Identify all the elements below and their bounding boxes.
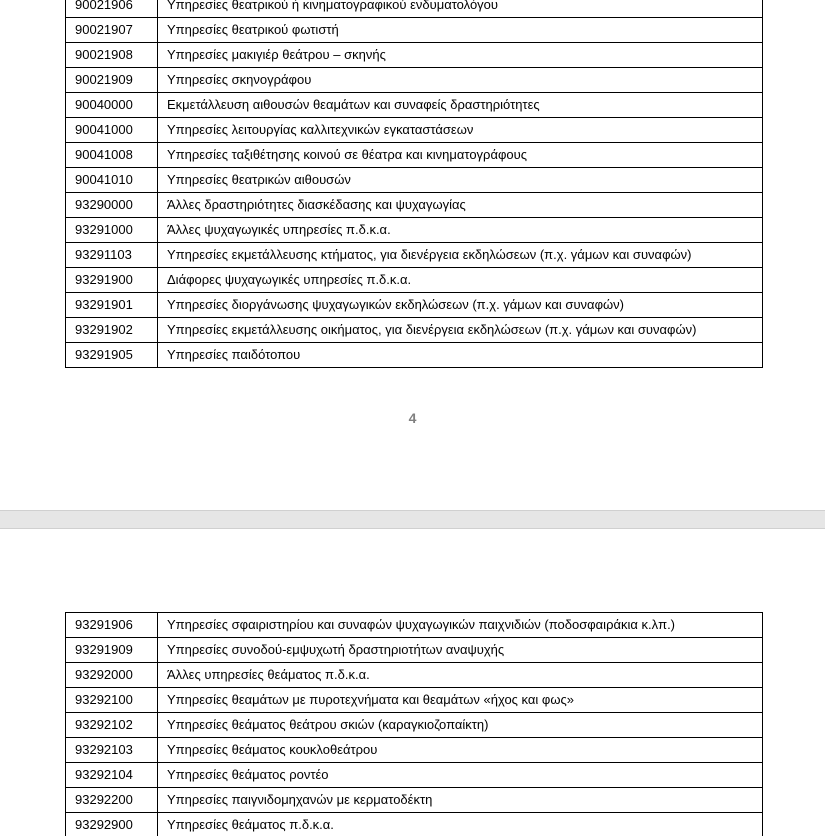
activity-code-cell: 90021909: [66, 68, 158, 93]
table-row: [66, 293, 763, 318]
activity-code-cell: 90021908: [66, 43, 158, 68]
activity-description-cell: Υπηρεσίες συνοδού-εμψυχωτή δραστηριοτήτων αναψυχής: [158, 638, 763, 663]
page-number: 4: [408, 410, 417, 426]
activity-code-cell: 93291103: [66, 243, 158, 268]
activity-description-cell: Υπηρεσίες παιδότοπου: [158, 343, 763, 368]
table-row: [66, 218, 763, 243]
table-row: [66, 813, 763, 836]
activity-description-cell: Υπηρεσίες εκμετάλλευσης οικήματος, για διενέργεια εκδηλώσεων (π.χ. γάμων και συναφών): [158, 318, 763, 343]
table-row: [66, 268, 763, 293]
table-row: [66, 763, 763, 788]
table-row: [66, 43, 763, 68]
activity-description-cell: Υπηρεσίες θεατρικών αιθουσών: [158, 168, 763, 193]
activity-description-cell: Υπηρεσίες ταξιθέτησης κοινού σε θέατρα και κινηματογράφους: [158, 143, 763, 168]
table-row: [66, 68, 763, 93]
activity-code-cell: 93292100: [66, 688, 158, 713]
activity-description-cell: Υπηρεσίες παιγνιδομηχανών με κερματοδέκτη: [158, 788, 763, 813]
activity-description-cell: Υπηρεσίες θεάματος κουκλοθεάτρου: [158, 738, 763, 763]
table-row: [66, 243, 763, 268]
activity-codes-table: [65, 612, 763, 836]
activity-code-cell: 93292900: [66, 813, 158, 836]
activity-description-cell: Άλλες υπηρεσίες θεάματος π.δ.κ.α.: [158, 663, 763, 688]
activity-code-cell: 90040000: [66, 93, 158, 118]
table-row: [66, 0, 763, 18]
activity-code-cell: 93291902: [66, 318, 158, 343]
activity-description-cell: Υπηρεσίες θεάματος ροντέο: [158, 763, 763, 788]
table-row: [66, 193, 763, 218]
table-row: [66, 343, 763, 368]
table-row: [66, 713, 763, 738]
activity-code-cell: 93291906: [66, 613, 158, 638]
activity-description-cell: Υπηρεσίες σφαιριστηρίου και συναφών ψυχαγωγικών παιχνιδιών (ποδοσφαιράκια κ.λπ.): [158, 613, 763, 638]
activity-code-cell: 93292103: [66, 738, 158, 763]
activity-description-cell: Υπηρεσίες θεατρικού φωτιστή: [158, 18, 763, 43]
table-row: [66, 18, 763, 43]
table-row: [66, 613, 763, 638]
activity-code-cell: 90021907: [66, 18, 158, 43]
activity-code-cell: 93292200: [66, 788, 158, 813]
activity-description-cell: Υπηρεσίες θεάματος π.δ.κ.α.: [158, 813, 763, 836]
activity-code-cell: 90041010: [66, 168, 158, 193]
table-row: [66, 93, 763, 118]
activity-code-cell: 90021906: [66, 0, 158, 18]
activity-code-cell: 93290000: [66, 193, 158, 218]
activity-code-cell: 93292000: [66, 663, 158, 688]
activity-description-cell: Υπηρεσίες μακιγιέρ θεάτρου – σκηνής: [158, 43, 763, 68]
table-row: [66, 168, 763, 193]
table-body: [66, 0, 763, 368]
activity-code-cell: 93291000: [66, 218, 158, 243]
activity-description-cell: Υπηρεσίες θεαμάτων με πυροτεχνήματα και θεαμάτων «ήχος και φως»: [158, 688, 763, 713]
activity-code-cell: 90041000: [66, 118, 158, 143]
activity-description-cell: Άλλες ψυχαγωγικές υπηρεσίες π.δ.κ.α.: [158, 218, 763, 243]
activity-description-cell: Υπηρεσίες σκηνογράφου: [158, 68, 763, 93]
activity-description-cell: Εκμετάλλευση αιθουσών θεαμάτων και συναφείς δραστηριότητες: [158, 93, 763, 118]
table-body: [66, 613, 763, 836]
activity-description-cell: Διάφορες ψυχαγωγικές υπηρεσίες π.δ.κ.α.: [158, 268, 763, 293]
table-row: [66, 663, 763, 688]
activity-description-cell: Υπηρεσίες θεάματος θεάτρου σκιών (καραγκιοζοπαίκτη): [158, 713, 763, 738]
document-page-5: [0, 529, 825, 836]
activity-description-cell: Άλλες δραστηριότητες διασκέδασης και ψυχαγωγίας: [158, 193, 763, 218]
table-row: [66, 738, 763, 763]
activity-description-cell: Υπηρεσίες λειτουργίας καλλιτεχνικών εγκαταστάσεων: [158, 118, 763, 143]
activity-code-cell: 93291905: [66, 343, 158, 368]
activity-code-cell: 93292102: [66, 713, 158, 738]
activity-description-cell: Υπηρεσίες θεατρικού ή κινηματογραφικού ενδυματολόγου: [158, 0, 763, 18]
activity-code-cell: 93291909: [66, 638, 158, 663]
activity-codes-table: [65, 0, 763, 368]
activity-code-cell: 93291901: [66, 293, 158, 318]
page-separator: [0, 510, 825, 529]
activity-code-cell: 93292104: [66, 763, 158, 788]
activity-code-cell: 90041008: [66, 143, 158, 168]
activity-code-cell: 93291900: [66, 268, 158, 293]
table-row: [66, 143, 763, 168]
table-row: [66, 318, 763, 343]
table-row: [66, 688, 763, 713]
table-row: [66, 118, 763, 143]
table-row: [66, 638, 763, 663]
table-row: [66, 788, 763, 813]
activity-description-cell: Υπηρεσίες διοργάνωσης ψυχαγωγικών εκδηλώσεων (π.χ. γάμων και συναφών): [158, 293, 763, 318]
activity-description-cell: Υπηρεσίες εκμετάλλευσης κτήματος, για διενέργεια εκδηλώσεων (π.χ. γάμων και συναφών): [158, 243, 763, 268]
